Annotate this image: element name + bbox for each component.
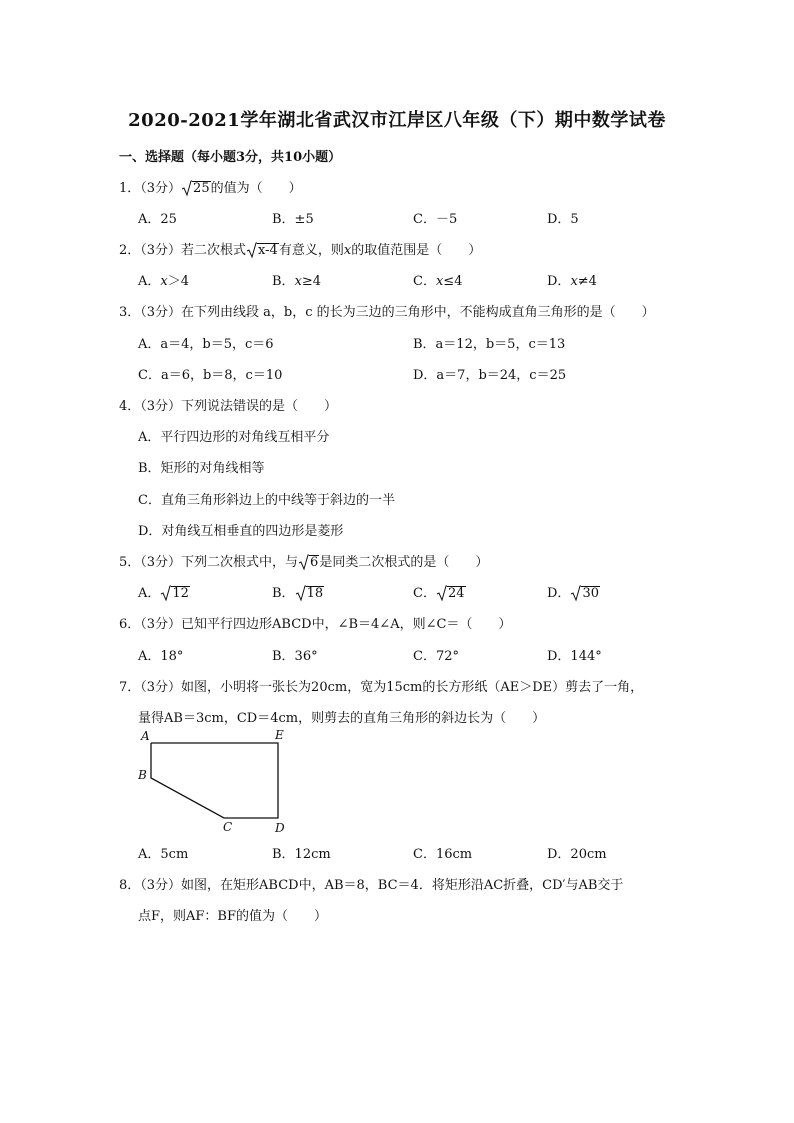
option-d: D．5 [547, 212, 579, 227]
sqrt-symbol [298, 555, 319, 570]
option-b: B．36° [272, 649, 318, 664]
option-d: D．x≠4 [547, 274, 597, 289]
question-1-text: 的值为（ ） [210, 181, 302, 196]
label-e: E [275, 728, 284, 742]
option-d: D．20cm [547, 847, 607, 862]
question-2-text: 有意义，则 [278, 243, 344, 258]
page-title: 2020-2021学年湖北省武汉市江岸区八年级（下）期中数学试卷 [128, 110, 666, 131]
option-d: D． 30 [547, 586, 599, 601]
cut-rectangle-figure [138, 728, 298, 838]
question-1 [119, 177, 302, 196]
option-c: C．a＝6，b＝8，c＝10 [138, 368, 283, 383]
question-7-line-2: 量得AB＝3cm，CD＝4cm，则剪去的直角三角形的斜边长为（ ） [138, 711, 546, 726]
question-2-text-end: 的取值范围是（ ） [351, 243, 482, 258]
radicand: x-4 [258, 243, 278, 258]
option-b: B．矩形的对角线相等 [138, 461, 265, 476]
question-7: 7．（3分）如图，小明将一张长为20cm，宽为15cm的长方形纸（AE＞DE）剪去了一角， [119, 680, 644, 695]
question-8-line-2: 点F，则AF：BF的值为（ ） [138, 909, 328, 924]
option-a: A．平行四边形的对角线互相平分 [138, 430, 330, 445]
question-5-number: 5．（3分）下列二次根式中，与 [119, 555, 299, 570]
radicand: 6 [310, 555, 319, 570]
option-c: C．－5 [413, 212, 458, 227]
sqrt-symbol [181, 181, 211, 196]
option-a: A．a＝4，b＝5，c＝6 [138, 337, 274, 352]
label-d: D [275, 821, 285, 835]
question-5-text: 是同类二次根式的是（ ） [319, 555, 489, 570]
question-5 [119, 551, 488, 570]
question-6: 6．（3分）已知平行四边形ABCD中，∠B＝4∠A，则∠C＝（ ） [119, 617, 512, 632]
option-b: B． 18 [272, 586, 324, 601]
label-b: B [138, 768, 147, 782]
option-b: B．12cm [272, 847, 331, 862]
section-heading: 一、选择题（每小题3分，共10小题） [119, 150, 342, 165]
label-c: C [223, 820, 233, 834]
option-c: C．72° [413, 649, 459, 664]
option-b: B．±5 [272, 212, 314, 227]
option-c: C．16cm [413, 847, 473, 862]
option-d: D．144° [547, 649, 602, 664]
radicand: 25 [193, 181, 210, 196]
question-1-number: 1．（3分） [119, 181, 182, 196]
option-a: A．5cm [138, 847, 189, 862]
option-c: C． 24 [413, 586, 465, 601]
figure-outline [151, 743, 278, 818]
option-c: C．直角三角形斜边上的中线等于斜边的一半 [138, 493, 395, 508]
sqrt-symbol [246, 243, 279, 258]
question-3: 3．（3分）在下列由线段 a，b，c 的长为三边的三角形中，不能构成直角三角形的是（ ） [119, 305, 655, 320]
option-c: C．x≤4 [413, 274, 463, 289]
label-a: A [141, 729, 150, 743]
question-2-number: 2．（3分）若二次根式 [119, 243, 247, 258]
option-a: A．x＞4 [138, 274, 190, 289]
question-8: 8．（3分）如图，在矩形ABCD中，AB＝8，BC＝4．将矩形沿AC折叠，CD′与AB交于 [119, 878, 624, 893]
question-4: 4．（3分）下列说法错误的是（ ） [119, 399, 338, 414]
option-a: A．25 [138, 212, 177, 227]
question-2 [119, 239, 481, 258]
option-b: B．a＝12，b＝5，c＝13 [413, 337, 566, 352]
option-b: B．x≥4 [272, 274, 322, 289]
option-d: D．对角线互相垂直的四边形是菱形 [138, 524, 344, 539]
option-d: D．a＝7，b＝24，c＝25 [413, 368, 567, 383]
option-a: A．18° [138, 649, 184, 664]
variable: x [343, 243, 352, 258]
option-a: A． 12 [138, 586, 189, 601]
